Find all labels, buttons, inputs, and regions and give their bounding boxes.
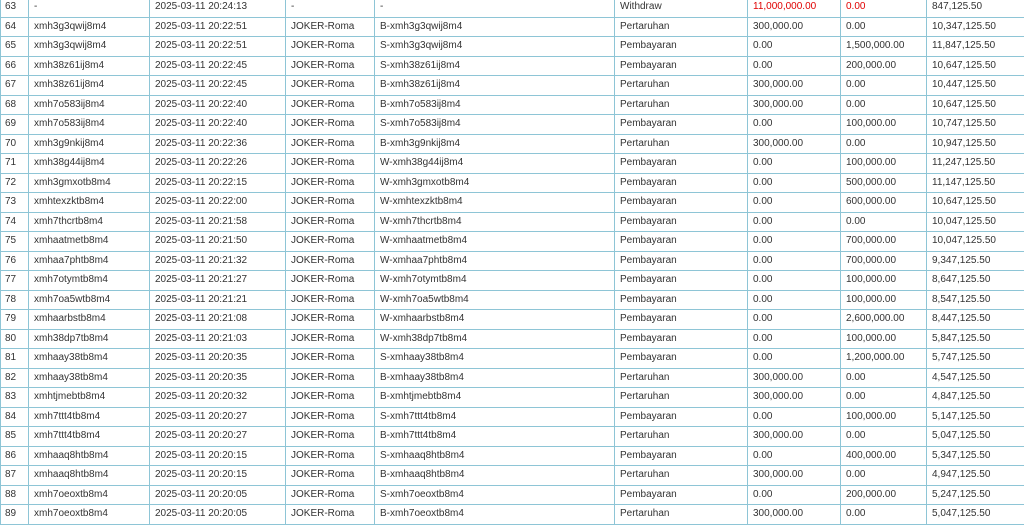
debit-amount: 0.00 <box>748 271 841 291</box>
debit-amount: 0.00 <box>748 154 841 174</box>
transaction-type: Pembayaran <box>615 271 748 291</box>
balance-amount: 5,047,125.50 <box>927 427 1024 447</box>
game-provider: JOKER-Roma <box>286 349 375 369</box>
game-provider: JOKER-Roma <box>286 212 375 232</box>
reference-id: xmhaarbstb8m4 <box>29 310 150 330</box>
credit-amount: 100,000.00 <box>841 407 927 427</box>
table-row <box>1 154 1024 174</box>
reference-id: xmh38z61ij8m4 <box>29 56 150 76</box>
balance-amount: 9,347,125.50 <box>927 251 1024 271</box>
balance-amount: 4,547,125.50 <box>927 368 1024 388</box>
transaction-code: S-xmh7o583ij8m4 <box>375 115 615 135</box>
credit-amount: 0.00 <box>841 388 927 408</box>
row-number: 88 <box>1 485 29 505</box>
balance-amount: 11,147,125.50 <box>927 173 1024 193</box>
balance-amount: 5,047,125.50 <box>927 505 1024 525</box>
reference-id: xmh3g9nkij8m4 <box>29 134 150 154</box>
credit-amount: 0.00 <box>841 0 927 17</box>
row-number: 83 <box>1 388 29 408</box>
balance-amount: 10,347,125.50 <box>927 17 1024 37</box>
game-provider: JOKER-Roma <box>286 310 375 330</box>
transaction-time: 2025-03-11 20:22:45 <box>150 56 286 76</box>
transaction-code: S-xmhaaq8htb8m4 <box>375 446 615 466</box>
credit-amount: 200,000.00 <box>841 485 927 505</box>
game-provider: JOKER-Roma <box>286 37 375 57</box>
row-number: 78 <box>1 290 29 310</box>
transaction-type: Withdraw <box>615 0 748 17</box>
balance-amount: 5,747,125.50 <box>927 349 1024 369</box>
table-row <box>1 37 1024 57</box>
credit-amount: 0.00 <box>841 76 927 96</box>
transaction-code: S-xmh7ttt4tb8m4 <box>375 407 615 427</box>
transaction-time: 2025-03-11 20:22:51 <box>150 17 286 37</box>
table-row <box>1 173 1024 193</box>
transaction-code: W-xmhtexzktb8m4 <box>375 193 615 213</box>
table-row <box>1 0 1024 17</box>
transaction-time: 2025-03-11 20:21:32 <box>150 251 286 271</box>
transaction-code: B-xmh3g3qwij8m4 <box>375 17 615 37</box>
game-provider: JOKER-Roma <box>286 368 375 388</box>
game-provider: JOKER-Roma <box>286 115 375 135</box>
balance-amount: 10,447,125.50 <box>927 76 1024 96</box>
balance-amount: 11,847,125.50 <box>927 37 1024 57</box>
table-row <box>1 349 1024 369</box>
debit-amount: 300,000.00 <box>748 76 841 96</box>
transaction-code: S-xmh3g3qwij8m4 <box>375 37 615 57</box>
row-number: 66 <box>1 56 29 76</box>
reference-id: xmh7oeoxtb8m4 <box>29 505 150 525</box>
reference-id: xmh7o583ij8m4 <box>29 115 150 135</box>
row-number: 70 <box>1 134 29 154</box>
transaction-type: Pembayaran <box>615 173 748 193</box>
game-provider: JOKER-Roma <box>286 329 375 349</box>
row-number: 81 <box>1 349 29 369</box>
credit-amount: 700,000.00 <box>841 251 927 271</box>
reference-id: xmhtexzktb8m4 <box>29 193 150 213</box>
transaction-time: 2025-03-11 20:22:51 <box>150 37 286 57</box>
credit-amount: 1,200,000.00 <box>841 349 927 369</box>
transaction-time: 2025-03-11 20:22:36 <box>150 134 286 154</box>
game-provider: JOKER-Roma <box>286 17 375 37</box>
table-row <box>1 115 1024 135</box>
table-row <box>1 193 1024 213</box>
debit-amount: 300,000.00 <box>748 368 841 388</box>
transaction-type: Pembayaran <box>615 232 748 252</box>
row-number: 80 <box>1 329 29 349</box>
balance-amount: 5,147,125.50 <box>927 407 1024 427</box>
transaction-time: 2025-03-11 20:22:00 <box>150 193 286 213</box>
table-row <box>1 290 1024 310</box>
reference-id: xmhaatmetb8m4 <box>29 232 150 252</box>
balance-amount: 10,747,125.50 <box>927 115 1024 135</box>
table-row <box>1 232 1024 252</box>
debit-amount: 300,000.00 <box>748 466 841 486</box>
transaction-code: B-xmh7ttt4tb8m4 <box>375 427 615 447</box>
transaction-time: 2025-03-11 20:20:35 <box>150 349 286 369</box>
credit-amount: 200,000.00 <box>841 56 927 76</box>
transaction-type: Pembayaran <box>615 115 748 135</box>
row-number: 86 <box>1 446 29 466</box>
transaction-type: Pembayaran <box>615 349 748 369</box>
game-provider: JOKER-Roma <box>286 485 375 505</box>
table-row <box>1 466 1024 486</box>
table-row <box>1 427 1024 447</box>
debit-amount: 0.00 <box>748 407 841 427</box>
transaction-time: 2025-03-11 20:21:58 <box>150 212 286 232</box>
transaction-type: Pertaruhan <box>615 466 748 486</box>
reference-id: xmh38dp7tb8m4 <box>29 329 150 349</box>
reference-id: xmhaaq8htb8m4 <box>29 466 150 486</box>
table-row <box>1 388 1024 408</box>
credit-amount: 0.00 <box>841 17 927 37</box>
debit-amount: 0.00 <box>748 56 841 76</box>
balance-amount: 8,447,125.50 <box>927 310 1024 330</box>
row-number: 82 <box>1 368 29 388</box>
reference-id: xmhtjmebtb8m4 <box>29 388 150 408</box>
row-number: 85 <box>1 427 29 447</box>
credit-amount: 0.00 <box>841 368 927 388</box>
transaction-type: Pembayaran <box>615 37 748 57</box>
balance-amount: 10,647,125.50 <box>927 56 1024 76</box>
transaction-type: Pembayaran <box>615 290 748 310</box>
reference-id: xmh7otymtb8m4 <box>29 271 150 291</box>
game-provider: JOKER-Roma <box>286 173 375 193</box>
reference-id: xmh3g3qwij8m4 <box>29 17 150 37</box>
transaction-type: Pembayaran <box>615 154 748 174</box>
table-row <box>1 446 1024 466</box>
transaction-code: B-xmhaay38tb8m4 <box>375 368 615 388</box>
debit-amount: 0.00 <box>748 446 841 466</box>
game-provider: JOKER-Roma <box>286 76 375 96</box>
balance-amount: 4,847,125.50 <box>927 388 1024 408</box>
reference-id: xmh7oa5wtb8m4 <box>29 290 150 310</box>
credit-amount: 100,000.00 <box>841 290 927 310</box>
transaction-type: Pertaruhan <box>615 388 748 408</box>
table-row <box>1 56 1024 76</box>
debit-amount: 0.00 <box>748 310 841 330</box>
transaction-type: Pembayaran <box>615 251 748 271</box>
debit-amount: 0.00 <box>748 349 841 369</box>
table-row <box>1 271 1024 291</box>
reference-id: xmhaa7phtb8m4 <box>29 251 150 271</box>
reference-id: xmh38g44ij8m4 <box>29 154 150 174</box>
table-row <box>1 485 1024 505</box>
game-provider: JOKER-Roma <box>286 290 375 310</box>
row-number: 84 <box>1 407 29 427</box>
transaction-type: Pembayaran <box>615 407 748 427</box>
reference-id: xmhaaq8htb8m4 <box>29 446 150 466</box>
credit-amount: 0.00 <box>841 427 927 447</box>
transaction-type: Pertaruhan <box>615 427 748 447</box>
row-number: 89 <box>1 505 29 525</box>
balance-amount: 5,347,125.50 <box>927 446 1024 466</box>
transaction-time: 2025-03-11 20:22:40 <box>150 95 286 115</box>
transaction-type: Pembayaran <box>615 329 748 349</box>
debit-amount: 300,000.00 <box>748 505 841 525</box>
table-row <box>1 17 1024 37</box>
debit-amount: 0.00 <box>748 329 841 349</box>
table-row <box>1 76 1024 96</box>
game-provider: JOKER-Roma <box>286 56 375 76</box>
game-provider: JOKER-Roma <box>286 446 375 466</box>
debit-amount: 300,000.00 <box>748 427 841 447</box>
transaction-time: 2025-03-11 20:20:15 <box>150 466 286 486</box>
row-number: 72 <box>1 173 29 193</box>
row-number: 79 <box>1 310 29 330</box>
game-provider: JOKER-Roma <box>286 407 375 427</box>
transaction-code: S-xmhaay38tb8m4 <box>375 349 615 369</box>
balance-amount: 11,247,125.50 <box>927 154 1024 174</box>
transaction-code: B-xmh7oeoxtb8m4 <box>375 505 615 525</box>
transaction-code: B-xmhaaq8htb8m4 <box>375 466 615 486</box>
debit-amount: 300,000.00 <box>748 134 841 154</box>
transaction-time: 2025-03-11 20:20:05 <box>150 485 286 505</box>
reference-id: xmh38z61ij8m4 <box>29 76 150 96</box>
transaction-time: 2025-03-11 20:21:27 <box>150 271 286 291</box>
transaction-code: W-xmhaa7phtb8m4 <box>375 251 615 271</box>
row-number: 76 <box>1 251 29 271</box>
transaction-type: Pembayaran <box>615 193 748 213</box>
credit-amount: 400,000.00 <box>841 446 927 466</box>
table-row <box>1 368 1024 388</box>
transaction-time: 2025-03-11 20:20:35 <box>150 368 286 388</box>
debit-amount: 0.00 <box>748 290 841 310</box>
reference-id: - <box>29 0 150 17</box>
game-provider: JOKER-Roma <box>286 427 375 447</box>
debit-amount: 0.00 <box>748 251 841 271</box>
reference-id: xmh3g3qwij8m4 <box>29 37 150 57</box>
transaction-code: - <box>375 0 615 17</box>
table-row <box>1 95 1024 115</box>
reference-id: xmhaay38tb8m4 <box>29 368 150 388</box>
table-row <box>1 329 1024 349</box>
transaction-time: 2025-03-11 20:20:05 <box>150 505 286 525</box>
transaction-time: 2025-03-11 20:21:08 <box>150 310 286 330</box>
row-number: 75 <box>1 232 29 252</box>
credit-amount: 0.00 <box>841 505 927 525</box>
balance-amount: 10,647,125.50 <box>927 193 1024 213</box>
credit-amount: 100,000.00 <box>841 329 927 349</box>
transaction-type: Pertaruhan <box>615 76 748 96</box>
table-row <box>1 134 1024 154</box>
game-provider: JOKER-Roma <box>286 271 375 291</box>
reference-id: xmhaay38tb8m4 <box>29 349 150 369</box>
debit-amount: 300,000.00 <box>748 95 841 115</box>
balance-amount: 5,247,125.50 <box>927 485 1024 505</box>
debit-amount: 0.00 <box>748 193 841 213</box>
reference-id: xmh7oeoxtb8m4 <box>29 485 150 505</box>
balance-amount: 5,847,125.50 <box>927 329 1024 349</box>
transaction-type: Pembayaran <box>615 446 748 466</box>
row-number: 77 <box>1 271 29 291</box>
game-provider: JOKER-Roma <box>286 134 375 154</box>
table-row <box>1 251 1024 271</box>
game-provider: JOKER-Roma <box>286 95 375 115</box>
credit-amount: 500,000.00 <box>841 173 927 193</box>
debit-amount: 0.00 <box>748 173 841 193</box>
transaction-type: Pembayaran <box>615 485 748 505</box>
debit-amount: 11,000,000.00 <box>748 0 841 17</box>
balance-amount: 10,647,125.50 <box>927 95 1024 115</box>
debit-amount: 0.00 <box>748 212 841 232</box>
transaction-type: Pembayaran <box>615 310 748 330</box>
row-number: 63 <box>1 0 29 17</box>
row-number: 67 <box>1 76 29 96</box>
table-row <box>1 505 1024 525</box>
balance-amount: 847,125.50 <box>927 0 1024 17</box>
transaction-time: 2025-03-11 20:20:32 <box>150 388 286 408</box>
transaction-time: 2025-03-11 20:24:13 <box>150 0 286 17</box>
reference-id: xmh3gmxotb8m4 <box>29 173 150 193</box>
transaction-type: Pertaruhan <box>615 134 748 154</box>
transaction-code: W-xmh38dp7tb8m4 <box>375 329 615 349</box>
balance-amount: 4,947,125.50 <box>927 466 1024 486</box>
credit-amount: 600,000.00 <box>841 193 927 213</box>
transaction-code: B-xmhtjmebtb8m4 <box>375 388 615 408</box>
credit-amount: 1,500,000.00 <box>841 37 927 57</box>
credit-amount: 2,600,000.00 <box>841 310 927 330</box>
row-number: 68 <box>1 95 29 115</box>
transaction-time: 2025-03-11 20:22:26 <box>150 154 286 174</box>
transaction-code: W-xmhaatmetb8m4 <box>375 232 615 252</box>
transaction-code: S-xmh38z61ij8m4 <box>375 56 615 76</box>
balance-amount: 10,947,125.50 <box>927 134 1024 154</box>
transaction-time: 2025-03-11 20:22:40 <box>150 115 286 135</box>
game-provider: JOKER-Roma <box>286 388 375 408</box>
transaction-type: Pembayaran <box>615 212 748 232</box>
transaction-code: W-xmh7oa5wtb8m4 <box>375 290 615 310</box>
transaction-code: W-xmh7otymtb8m4 <box>375 271 615 291</box>
credit-amount: 100,000.00 <box>841 154 927 174</box>
transaction-time: 2025-03-11 20:21:50 <box>150 232 286 252</box>
balance-amount: 8,647,125.50 <box>927 271 1024 291</box>
debit-amount: 0.00 <box>748 37 841 57</box>
transaction-code: W-xmh38g44ij8m4 <box>375 154 615 174</box>
reference-id: xmh7o583ij8m4 <box>29 95 150 115</box>
credit-amount: 0.00 <box>841 95 927 115</box>
transaction-time: 2025-03-11 20:22:15 <box>150 173 286 193</box>
row-number: 69 <box>1 115 29 135</box>
transaction-time: 2025-03-11 20:22:45 <box>150 76 286 96</box>
debit-amount: 300,000.00 <box>748 17 841 37</box>
debit-amount: 300,000.00 <box>748 388 841 408</box>
balance-amount: 10,047,125.50 <box>927 212 1024 232</box>
transaction-type: Pertaruhan <box>615 505 748 525</box>
transaction-code: B-xmh7o583ij8m4 <box>375 95 615 115</box>
credit-amount: 700,000.00 <box>841 232 927 252</box>
game-provider: JOKER-Roma <box>286 505 375 525</box>
row-number: 65 <box>1 37 29 57</box>
table-row <box>1 212 1024 232</box>
transaction-code: B-xmh38z61ij8m4 <box>375 76 615 96</box>
game-provider: JOKER-Roma <box>286 466 375 486</box>
game-provider: JOKER-Roma <box>286 232 375 252</box>
credit-amount: 100,000.00 <box>841 271 927 291</box>
transaction-time: 2025-03-11 20:20:27 <box>150 407 286 427</box>
debit-amount: 0.00 <box>748 115 841 135</box>
table-row <box>1 310 1024 330</box>
credit-amount: 100,000.00 <box>841 115 927 135</box>
transaction-type: Pembayaran <box>615 56 748 76</box>
transaction-time: 2025-03-11 20:20:27 <box>150 427 286 447</box>
debit-amount: 0.00 <box>748 485 841 505</box>
transaction-time: 2025-03-11 20:21:21 <box>150 290 286 310</box>
table-row <box>1 407 1024 427</box>
row-number: 87 <box>1 466 29 486</box>
transaction-code: S-xmh7oeoxtb8m4 <box>375 485 615 505</box>
game-provider: - <box>286 0 375 17</box>
row-number: 74 <box>1 212 29 232</box>
transaction-code: W-xmhaarbstb8m4 <box>375 310 615 330</box>
table-body <box>1 0 1024 524</box>
balance-amount: 10,047,125.50 <box>927 232 1024 252</box>
transaction-time: 2025-03-11 20:20:15 <box>150 446 286 466</box>
transaction-code: B-xmh3g9nkij8m4 <box>375 134 615 154</box>
reference-id: xmh7ttt4tb8m4 <box>29 427 150 447</box>
reference-id: xmh7thcrtb8m4 <box>29 212 150 232</box>
balance-amount: 8,547,125.50 <box>927 290 1024 310</box>
reference-id: xmh7ttt4tb8m4 <box>29 407 150 427</box>
debit-amount: 0.00 <box>748 232 841 252</box>
game-provider: JOKER-Roma <box>286 251 375 271</box>
transaction-code: W-xmh3gmxotb8m4 <box>375 173 615 193</box>
row-number: 71 <box>1 154 29 174</box>
credit-amount: 0.00 <box>841 466 927 486</box>
row-number: 73 <box>1 193 29 213</box>
transaction-type: Pertaruhan <box>615 368 748 388</box>
game-provider: JOKER-Roma <box>286 193 375 213</box>
transaction-type: Pertaruhan <box>615 95 748 115</box>
transaction-time: 2025-03-11 20:21:03 <box>150 329 286 349</box>
row-number: 64 <box>1 17 29 37</box>
credit-amount: 0.00 <box>841 212 927 232</box>
credit-amount: 0.00 <box>841 134 927 154</box>
game-provider: JOKER-Roma <box>286 154 375 174</box>
transaction-type: Pertaruhan <box>615 17 748 37</box>
transaction-code: W-xmh7thcrtb8m4 <box>375 212 615 232</box>
